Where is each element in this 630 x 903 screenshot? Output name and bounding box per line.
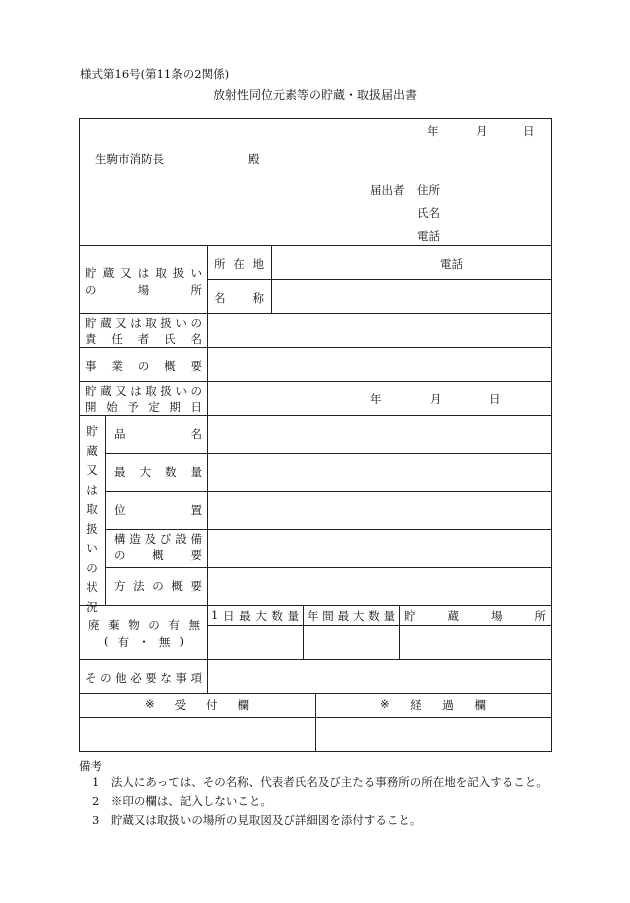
label-char: 期 [169,400,181,414]
divider [207,245,208,313]
divider [80,415,551,416]
label-char: 量 [383,609,395,623]
name-label: 氏名 [417,206,440,220]
label-char: 及 [144,532,157,546]
label-char: ※ [145,697,155,711]
label-char: 位 [114,503,126,517]
other-label [85,670,202,686]
label-char: び [159,532,172,546]
label-char: 最 [114,465,126,479]
divider [271,245,272,313]
date-month: 月 [476,124,488,138]
form-title: 放射性同位元素等の貯蔵・取扱届出書 [212,88,417,102]
place-label-line1 [85,265,202,281]
label-char: 備 [190,532,202,546]
place-label-char: 所 [190,283,202,297]
label-char: 名 [214,291,226,305]
label-char: 取 [145,384,157,398]
label-char: 有 [168,618,180,632]
label-char: 又 [115,384,127,398]
label-char: の [152,579,164,593]
divider [80,347,551,348]
label-char: 項 [190,671,202,685]
place-label-char: い [190,266,202,280]
label-char: 氏 [164,332,176,346]
divider [207,279,551,280]
label-char: 設 [175,532,187,546]
divider [105,415,106,605]
label-char: の [190,316,202,330]
label-char: 業 [111,359,123,373]
place-label-char: 取 [155,266,167,280]
reception-label [145,697,249,713]
label-char: 所 [214,257,226,271]
method-summary-label [114,578,202,594]
label-char: 貯 [85,384,97,398]
label-char: 年 [307,609,319,623]
divider [80,659,551,660]
status-side-label: 貯蔵又は取扱いの状況 [86,424,98,614]
label-char: 大 [139,465,151,479]
notifier-label: 届出者 [370,183,405,197]
label-char: 他 [115,671,127,685]
place-label-char: 場 [137,283,150,297]
label-char: 大 [255,609,267,623]
divider [105,529,551,530]
label-char: 責 [85,332,97,346]
label-char: 又 [115,316,127,330]
label-char: 概 [164,359,176,373]
label-char: 概 [152,548,164,562]
notes-title: 備考 [79,759,102,773]
place-label-char: 扱 [172,266,185,280]
label-char: 事 [175,671,187,685]
label-char: 概 [171,579,183,593]
label-char: ) [179,634,184,648]
divider [207,313,208,415]
label-char: 日 [190,400,202,414]
label-char: 置 [190,503,202,517]
label-char: 貯 [85,316,97,330]
label-char: の [148,618,160,632]
label-char: い [175,316,187,330]
label-char: 蔵 [100,316,112,330]
label-char: の [190,384,202,398]
label-char: 事 [85,359,97,373]
label-char: 物 [128,618,140,632]
note-item: 1 法人にあっては、その名称、代表者氏名及び主たる事務所の所在地を記入すること。 [92,775,548,789]
label-char: 量 [287,609,299,623]
label-char: 名 [190,427,202,441]
label-char: 称 [252,291,264,305]
form-number: 様式第16号(第11条の2関係) [80,67,230,81]
label-char: 始 [106,400,118,414]
label-char: の [100,671,112,685]
label-char: 量 [190,465,202,479]
place-label-line2 [85,282,202,298]
structure-label-line2 [114,547,202,563]
label-char: 品 [114,427,126,441]
label-char: 間 [322,609,334,623]
label-char: 扱 [160,384,172,398]
label-char: そ [85,671,97,685]
divider [303,605,304,659]
label-char: 欄 [474,698,486,712]
structure-label-line1 [114,531,202,547]
label-char: 受 [174,698,187,712]
label-char: 数 [368,609,380,623]
address-label: 住所 [417,183,440,197]
label-char: 定 [148,400,160,414]
divider [207,625,551,626]
label-char: 最 [337,609,350,623]
label-char: 地 [252,257,264,271]
label-char: 蔵 [100,384,112,398]
label-char: な [160,671,172,685]
storage-place-label [404,608,546,624]
label-char: 数 [165,465,177,479]
label-char: 数 [271,609,283,623]
label-char: 在 [233,257,245,271]
name-sub-label [214,290,264,306]
label-char: 付 [206,698,218,712]
location-phone-label: 電話 [440,257,463,271]
start-year: 年 [370,392,382,406]
divider [80,313,551,314]
position-label [114,502,202,518]
divider [315,693,316,751]
waste-label-line2 [104,634,184,650]
label-char: 過 [442,698,454,712]
label-char: 要 [190,579,202,593]
label-char: 日 [222,609,235,623]
business-summary-label [85,358,202,374]
divider [80,381,551,382]
label-char: 造 [129,532,141,546]
label-char: 貯 [404,609,416,623]
label-char: 廃 [88,618,100,632]
label-char: 要 [190,548,202,562]
responsible-label-line2 [85,331,202,347]
start-day: 日 [489,392,501,406]
label-char: 取 [145,316,157,330]
label-char: の [114,548,126,562]
place-label-char: 又 [120,266,132,280]
daily-max-label [211,608,299,624]
note-item: 2 ※印の欄は、記入しないこと。 [92,794,272,808]
start-date-label-line2 [85,399,202,415]
label-char: は [130,316,142,330]
annual-max-label [307,608,395,624]
max-quantity-label [114,464,202,480]
note-item: 3 貯蔵又は取扱いの場所の見取図及び詳細図を添付すること。 [92,813,422,827]
label-char: 蔵 [447,609,459,623]
divider [207,605,208,693]
place-label-char: 貯 [85,266,97,280]
label-char: 開 [85,400,97,414]
divider [105,453,551,454]
label-char: 要 [190,359,202,373]
label-char: 無 [158,635,171,649]
place-label-char: の [85,283,97,297]
label-char: ※ [380,697,390,711]
product-name-label [114,426,202,442]
divider [80,245,551,246]
label-char: 予 [127,400,139,414]
label-char: 最 [239,609,251,623]
date-year: 年 [427,124,439,138]
label-char: 任 [111,332,123,346]
label-char: 1 [211,608,219,622]
label-char: の [137,359,150,373]
divider [399,605,400,659]
waste-label-line1 [88,617,200,633]
label-char: 大 [352,609,365,623]
label-char: 所 [534,609,546,623]
place-label-char: は [137,266,150,280]
place-label-char: 蔵 [102,266,115,280]
label-char: 法 [133,579,145,593]
divider [80,605,551,606]
label-char: 構 [114,532,126,546]
progress-label [380,697,486,713]
label-char: い [175,384,187,398]
label-char: 欄 [237,698,249,712]
divider [105,491,551,492]
date-day: 日 [523,124,535,138]
label-char: 要 [145,671,157,685]
label-char: 扱 [160,316,172,330]
label-char: 者 [137,332,150,346]
location-label [214,256,264,272]
addressee: 生駒市消防長 [95,152,164,166]
responsible-label-line1 [85,315,202,331]
label-char: 経 [410,698,422,712]
label-char: ( [104,634,109,648]
phone-label: 電話 [417,229,440,243]
honorific: 殿 [248,152,260,166]
divider [105,567,551,568]
label-char: ・ [138,635,150,649]
label-char: 無 [188,618,200,632]
label-char: 方 [114,579,126,593]
divider [207,415,208,605]
label-char: 必 [130,671,142,685]
start-date-label-line1 [85,383,202,399]
label-char: 有 [117,635,130,649]
label-char: 名 [190,332,202,346]
start-month: 月 [430,392,442,406]
label-char: 棄 [108,618,120,632]
label-char: 場 [491,609,503,623]
label-char: は [130,384,142,398]
